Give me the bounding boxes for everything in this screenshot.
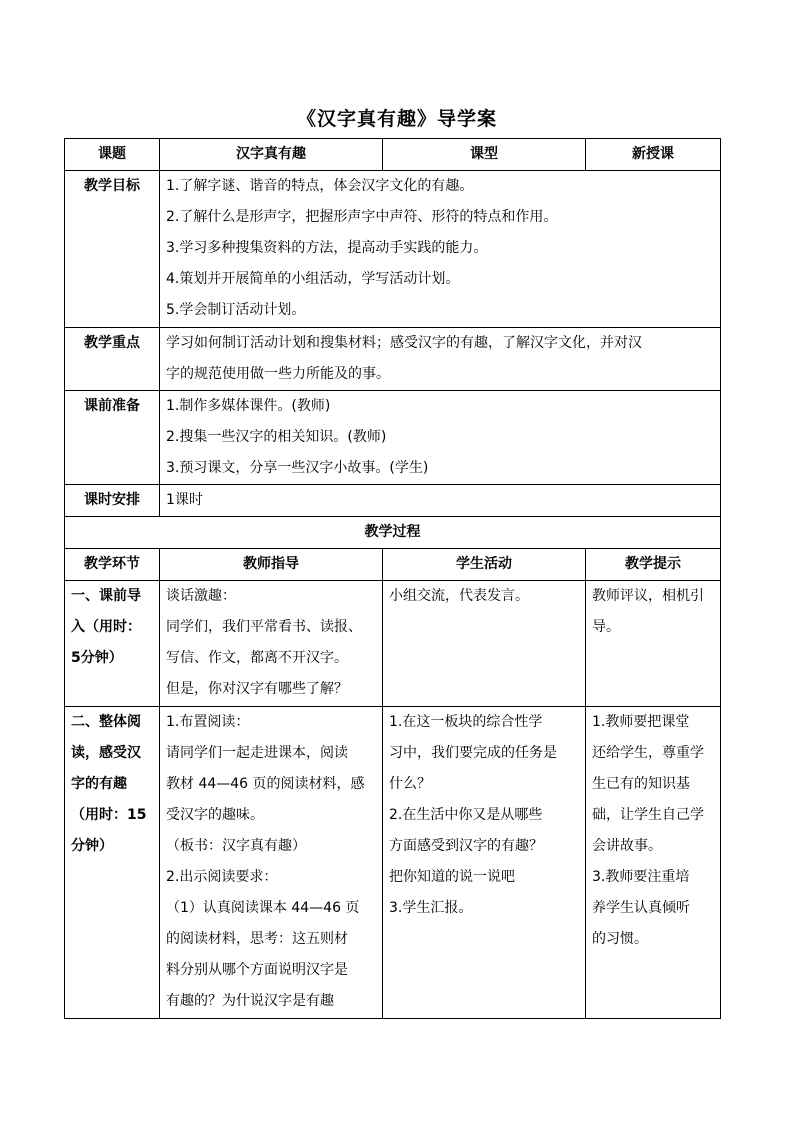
stage-cell bbox=[65, 707, 160, 1019]
schedule-row bbox=[65, 485, 721, 517]
tips-cell bbox=[586, 581, 721, 707]
column-header-tips: 教学提示 bbox=[586, 549, 721, 581]
teacher-line: 有趣的？为什说汉字是有趣 bbox=[166, 993, 334, 1009]
teacher-cell bbox=[160, 581, 383, 707]
schedule-label: 课时安排 bbox=[65, 485, 160, 517]
focus-line: 字的规范使用做一些力所能及的事。 bbox=[166, 366, 390, 382]
tips-line: 础，让学生自己学 bbox=[592, 807, 704, 823]
student-cell bbox=[383, 707, 586, 1019]
header-row bbox=[65, 139, 721, 171]
focus-content bbox=[160, 328, 721, 391]
column-header-stage: 教学环节 bbox=[65, 549, 160, 581]
schedule-value: 1课时 bbox=[160, 485, 721, 517]
focus-line: 学习如何制订活动计划和搜集材料；感受汉字的有趣，了解汉字文化，并对汉 bbox=[166, 335, 642, 351]
process-row-intro bbox=[65, 581, 721, 707]
prep-row bbox=[65, 391, 721, 485]
stage-line: 入（用时： bbox=[71, 619, 141, 635]
stage-line: 字的有趣 bbox=[71, 776, 127, 792]
document-title: 《汉字真有趣》导学案 bbox=[296, 108, 497, 130]
goal-item: 2.了解什么是形声字，把握形声字中声符、形符的特点和作用。 bbox=[166, 209, 558, 225]
prep-item: 1.制作多媒体课件。(教师) bbox=[166, 398, 331, 414]
tips-line: 会讲故事。 bbox=[592, 838, 662, 854]
teacher-line: 1.布置阅读： bbox=[166, 714, 250, 730]
tips-line: 还给学生，尊重学 bbox=[592, 745, 704, 761]
process-title-row bbox=[65, 517, 721, 549]
goals-label: 教学目标 bbox=[65, 171, 160, 328]
student-line: 小组交流，代表发言。 bbox=[389, 588, 529, 604]
column-header-student: 学生活动 bbox=[383, 549, 586, 581]
goals-row bbox=[65, 171, 721, 328]
tips-line: 生已有的知识基 bbox=[592, 776, 690, 792]
goals-content bbox=[160, 171, 721, 328]
column-header-teacher: 教师指导 bbox=[160, 549, 383, 581]
teacher-line: （板书：汉字真有趣） bbox=[166, 838, 306, 854]
goal-item: 4.策划并开展简单的小组活动，学写活动计划。 bbox=[166, 271, 460, 287]
teacher-line: 的阅读材料，思考：这五则材 bbox=[166, 931, 348, 947]
goal-item: 1.了解字谜、谐音的特点，体会汉字文化的有趣。 bbox=[166, 178, 474, 194]
stage-line: 读，感受汉 bbox=[71, 745, 141, 761]
stage-line: 分钟） bbox=[71, 838, 113, 854]
teacher-line: 受汉字的趣味。 bbox=[166, 807, 264, 823]
focus-row bbox=[65, 328, 721, 391]
goal-item: 3.学习多种搜集资料的方法，提高动手实践的能力。 bbox=[166, 240, 488, 256]
prep-label: 课前准备 bbox=[65, 391, 160, 485]
teacher-cell bbox=[160, 707, 383, 1019]
teacher-line: 料分别从哪个方面说明汉字是 bbox=[166, 962, 348, 978]
topic-label: 课题 bbox=[65, 139, 160, 171]
tips-line: 养学生认真倾听 bbox=[592, 900, 690, 916]
stage-line: 二、整体阅 bbox=[71, 714, 141, 730]
prep-content bbox=[160, 391, 721, 485]
stage-cell bbox=[65, 581, 160, 707]
tips-line: 3.教师要注重培 bbox=[592, 869, 690, 885]
stage-line: 一、课前导 bbox=[71, 588, 141, 604]
tips-cell bbox=[586, 707, 721, 1019]
goal-item: 5.学会制订活动计划。 bbox=[166, 302, 306, 318]
process-title: 教学过程 bbox=[65, 517, 721, 549]
teacher-line: （1）认真阅读课本 44—46 页 bbox=[166, 900, 360, 916]
lesson-plan-table bbox=[64, 138, 721, 1019]
student-line: 习中，我们要完成的任务是 bbox=[389, 745, 557, 761]
tips-line: 1.教师要把课堂 bbox=[592, 714, 690, 730]
stage-line: （用时：15 bbox=[71, 807, 147, 823]
teacher-line: 同学们，我们平常看书、读报、 bbox=[166, 619, 362, 635]
process-row-reading bbox=[65, 707, 721, 1019]
teacher-line: 教材 44—46 页的阅读材料，感 bbox=[166, 776, 365, 792]
topic-value: 汉字真有趣 bbox=[160, 139, 383, 171]
student-cell bbox=[383, 581, 586, 707]
student-line: 什么？ bbox=[389, 776, 431, 792]
tips-line: 教师评议，相机引 bbox=[592, 588, 704, 604]
teacher-line: 请同学们一起走进课本，阅读 bbox=[166, 745, 348, 761]
student-line: 方面感受到汉字的有趣？ bbox=[389, 838, 543, 854]
teacher-line: 谈话激趣： bbox=[166, 588, 236, 604]
type-label: 课型 bbox=[383, 139, 586, 171]
student-line: 把你知道的说一说吧 bbox=[389, 869, 515, 885]
teacher-line: 但是，你对汉字有哪些了解？ bbox=[166, 681, 348, 697]
prep-item: 3.预习课文，分享一些汉字小故事。(学生) bbox=[166, 460, 429, 476]
teacher-line: 2.出示阅读要求： bbox=[166, 869, 278, 885]
student-line: 3.学生汇报。 bbox=[389, 900, 473, 916]
type-value: 新授课 bbox=[586, 139, 721, 171]
student-line: 1.在这一板块的综合性学 bbox=[389, 714, 543, 730]
student-line: 2.在生活中你又是从哪些 bbox=[389, 807, 543, 823]
stage-line: 5分钟） bbox=[71, 650, 123, 666]
tips-line: 导。 bbox=[592, 619, 620, 635]
teacher-line: 写信、作文，都离不开汉字。 bbox=[166, 650, 348, 666]
prep-item: 2.搜集一些汉字的相关知识。(教师) bbox=[166, 429, 387, 445]
process-header-row bbox=[65, 549, 721, 581]
focus-label: 教学重点 bbox=[65, 328, 160, 391]
tips-line: 的习惯。 bbox=[592, 931, 648, 947]
